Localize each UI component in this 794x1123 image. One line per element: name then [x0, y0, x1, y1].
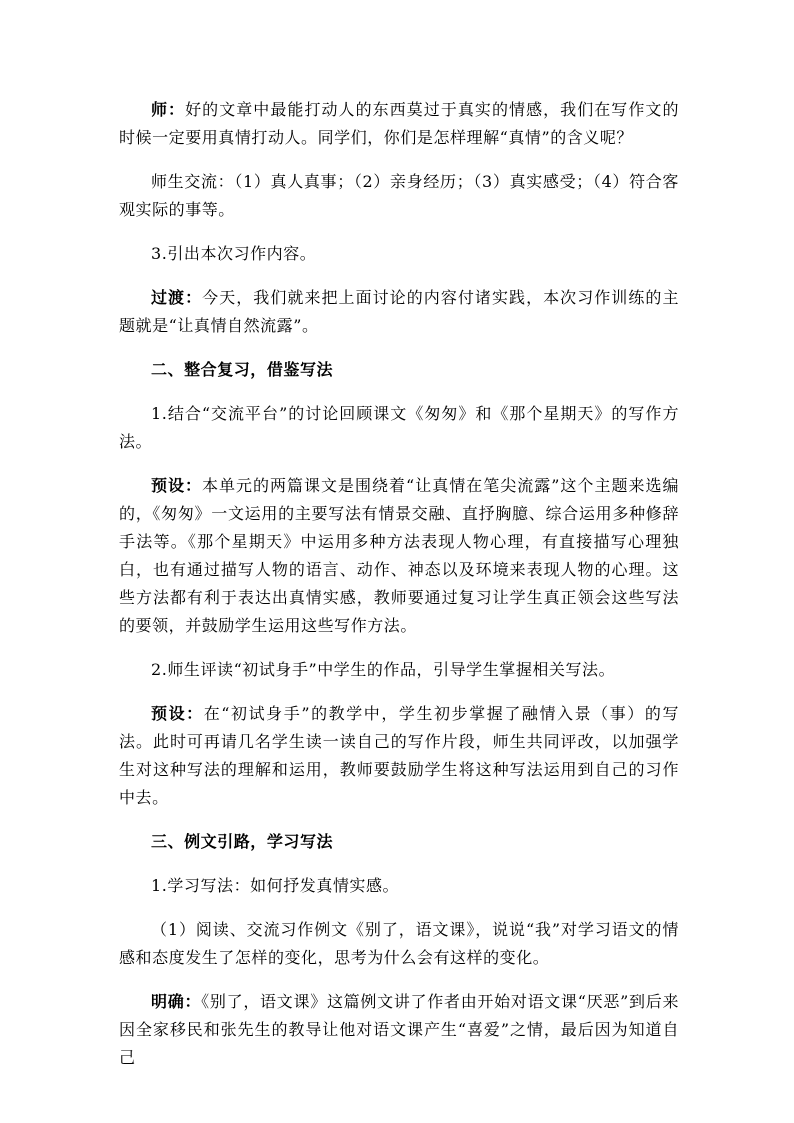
paragraph-preset-2: [119, 700, 679, 812]
paragraph-preset-1: [119, 472, 679, 640]
preset-label: 预设：: [151, 476, 203, 495]
section-heading-2: [119, 356, 679, 384]
paragraph-step-3: [119, 240, 679, 268]
document-body: [119, 96, 679, 1084]
paragraph-text: 好的文章中最能打动人的东西莫过于真实的情感，我们在写作文的时候一定要用真情打动人。同学们，你们是怎样理解“真情”的含义呢？: [119, 100, 680, 147]
paragraph-clarification: [119, 988, 679, 1072]
paragraph-text: 本单元的两篇课文是围绕着“让真情在笔尖流露”这个主题来选编的，《匆匆》一文运用的主要写法有情景交融、直抒胸臆、综合运用多种修辞手法等。《那个星期天》中运用多种方法表现人物心理，有直接描写心理独白，也有通过描写人物的语言、动作、神态以及环境来表现人物的心理。这些方法都有利于表达出真情实感，教师要通过复习让学生真正领会这些写法的要领，并鼓励学生运用这些写作方法。: [119, 476, 679, 635]
paragraph-text: 《别了，语文课》这篇例文讲了作者由开始对语文课“厌恶”到后来因全家移民和张先生的教导让他对语文课产生“喜爱”之情，最后因为知道自己: [119, 992, 679, 1067]
paragraph-review-step-1: [119, 400, 679, 456]
section-heading-3: [119, 828, 679, 856]
paragraph-reading-task: [119, 916, 679, 972]
paragraph-learn-step-1: [119, 872, 679, 900]
paragraph-text: 1.结合“交流平台”的讨论回顾课文《匆匆》和《那个星期天》的写作方法。: [119, 404, 679, 451]
paragraph-teacher-intro: [119, 96, 679, 152]
clarify-label: 明确：: [151, 992, 202, 1011]
paragraph-discussion: [119, 168, 679, 224]
paragraph-review-step-2: [119, 656, 679, 684]
heading-text: 三、例文引路，学习写法: [151, 832, 334, 851]
paragraph-text: 1.学习写法：如何抒发真情实感。: [151, 876, 400, 895]
heading-text: 二、整合复习，借鉴写法: [151, 360, 334, 379]
paragraph-text: 今天，我们就来把上面讨论的内容付诸实践，本次习作训练的主题就是“让真情自然流露”。: [119, 288, 680, 335]
paragraph-transition: [119, 284, 679, 340]
speaker-label-teacher: 师：: [151, 100, 186, 119]
paragraph-text: 师生交流：（1）真人真事；（2）亲身经历；（3）真实感受；（4）符合客观实际的事等。: [119, 172, 679, 219]
paragraph-text: 3.引出本次习作内容。: [151, 244, 317, 263]
transition-label: 过渡：: [151, 288, 203, 307]
paragraph-text: 2.师生评读“初试身手”中学生的作品，引导学生掌握相关写法。: [151, 660, 616, 679]
preset-label: 预设：: [151, 704, 204, 723]
paragraph-text: （1）阅读、交流习作例文《别了，语文课》，说说“我”对学习语文的情感和态度发生了怎样的变化，思考为什么会有这样的变化。: [119, 920, 679, 967]
paragraph-text: 在“初试身手”的教学中，学生初步掌握了融情入景（事）的写法。此时可再请几名学生读一读自己的写作片段，师生共同评改，以加强学生对这种写法的理解和运用，教师要鼓励学生将这种写法运用到自己的习作中去。: [119, 704, 679, 807]
